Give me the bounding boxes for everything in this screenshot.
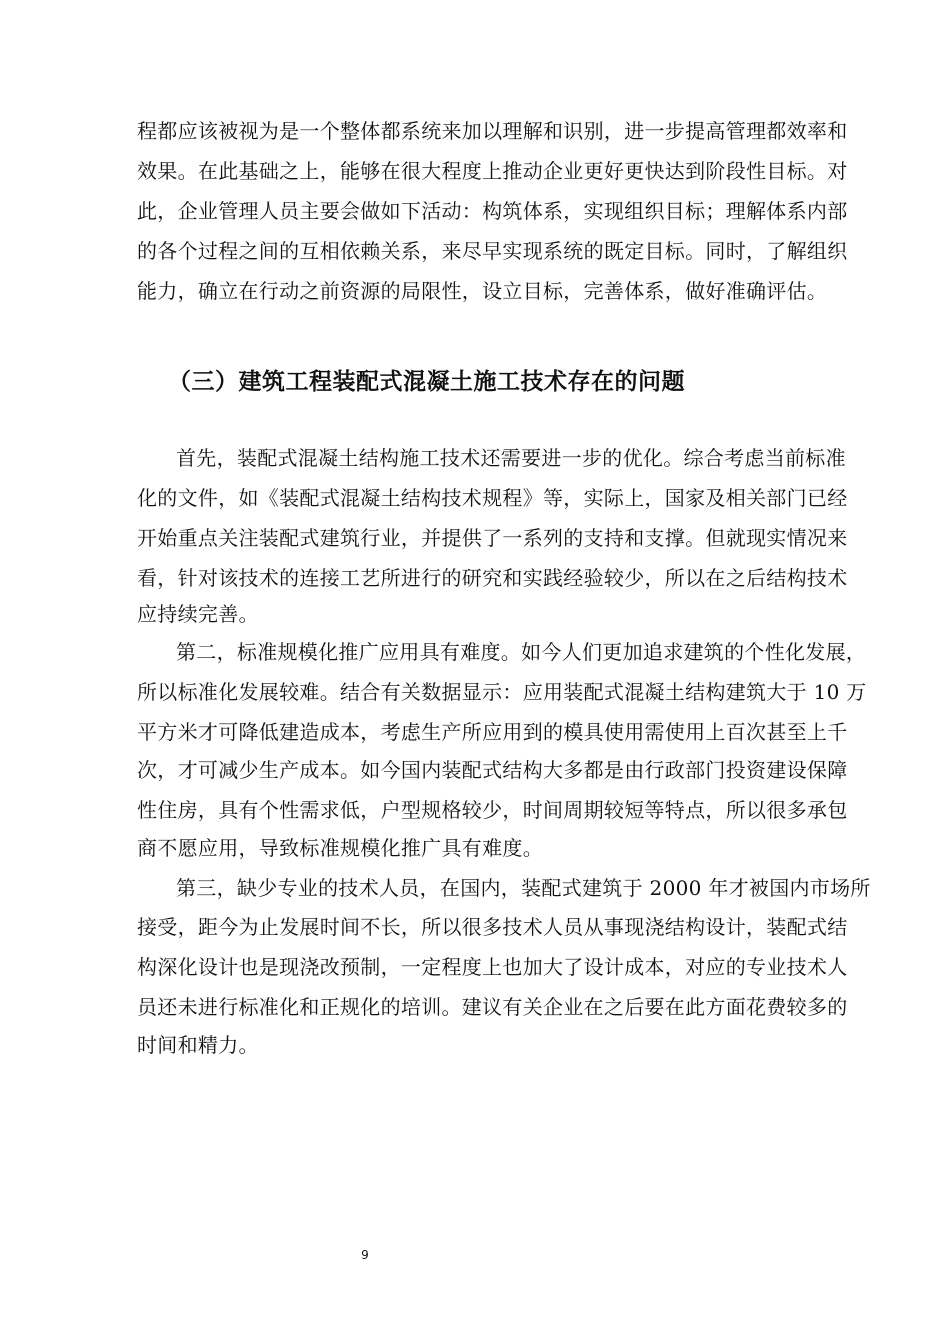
text-line: 效果。在此基础之上，能够在很大程度上推动企业更好更快达到阶段性目标。对 [137, 159, 848, 183]
text-line: 的各个过程之间的互相依赖关系，来尽早实现系统的既定目标。同时，了解组织 [137, 239, 848, 263]
text-line: 构深化设计也是现浇改预制，一定程度上也加大了设计成本，对应的专业技术人 [137, 955, 848, 979]
text-line: 商不愿应用，导致标准规模化推广具有难度。 [137, 836, 543, 860]
text-line: 员还未进行标准化和正规化的培训。建议有关企业在之后要在此方面花费较多的 [137, 995, 848, 1019]
text-line: 看，针对该技术的连接工艺所进行的研究和实践经验较少，所以在之后结构技术 [137, 566, 848, 590]
section-heading: （三）建筑工程装配式混凝土施工技术存在的问题 [168, 369, 685, 395]
text-line: 化的文件，如《装配式混凝土结构技术规程》等，实际上，国家及相关部门已经 [137, 486, 848, 510]
text-line: 第二，标准规模化推广应用具有难度。如今人们更加追求建筑的个性化发展， [176, 640, 867, 664]
text-line: 性住房，具有个性需求低，户型规格较少，时间周期较短等特点，所以很多承包 [137, 798, 848, 822]
text-line: 首先，装配式混凝土结构施工技术还需要进一步的优化。综合考虑当前标准 [176, 446, 846, 470]
page-number: 9 [361, 1248, 369, 1262]
text-line: 平方米才可降低建造成本，考虑生产所应用到的模具使用需使用上百次甚至上千 [137, 720, 848, 744]
text-line: 第三，缺少专业的技术人员，在国内，装配式建筑于 2000 年才被国内市场所 [176, 876, 871, 900]
text-line: 开始重点关注装配式建筑行业，并提供了一系列的支持和支撑。但就现实情况来 [137, 526, 848, 550]
text-line: 能力，确立在行动之前资源的局限性，设立目标，完善体系，做好准确评估。 [137, 279, 828, 303]
text-line: 应持续完善。 [137, 602, 259, 626]
text-line: 时间和精力。 [137, 1033, 259, 1057]
text-line: 次，才可减少生产成本。如今国内装配式结构大多都是由行政部门投资建设保障 [137, 758, 848, 782]
text-line: 所以标准化发展较难。结合有关数据显示：应用装配式混凝土结构建筑大于 10 万 [137, 680, 867, 704]
text-line: 接受，距今为止发展时间不长，所以很多技术人员从事现浇结构设计，装配式结 [137, 915, 848, 939]
text-line: 此，企业管理人员主要会做如下活动：构筑体系，实现组织目标；理解体系内部 [137, 199, 848, 223]
text-line: 程都应该被视为是一个整体都系统来加以理解和识别，进一步提高管理都效率和 [137, 119, 848, 143]
